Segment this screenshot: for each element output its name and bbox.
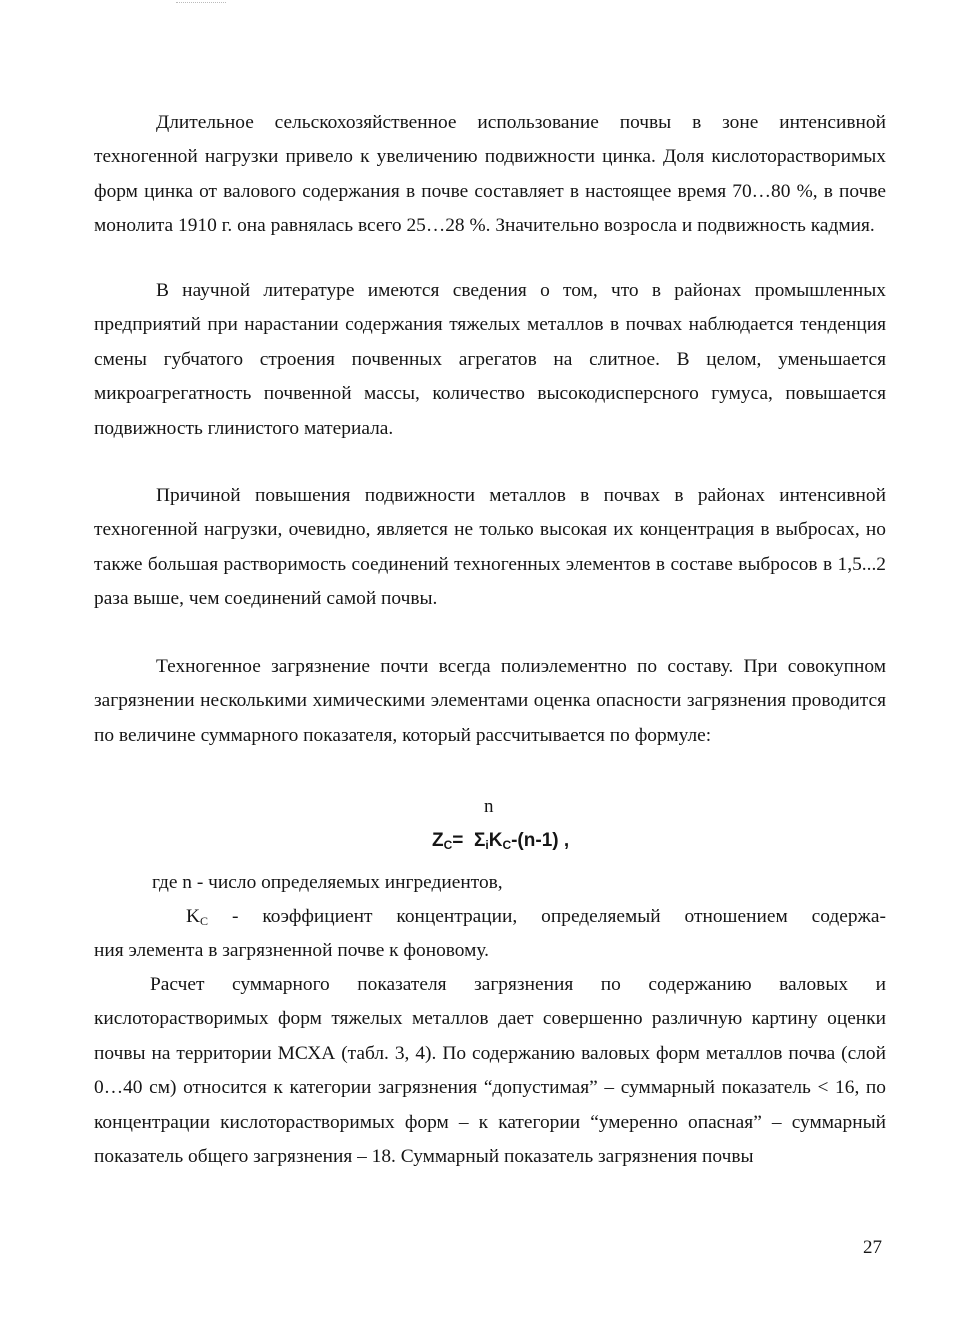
definition-n: где n - число определяемых ингредиентов, — [152, 872, 503, 893]
scan-artifact — [176, 2, 226, 6]
page-number: 27 — [863, 1237, 882, 1258]
paragraph-polyelement: Техногенное загрязнение почти всегда полиэлементно по составу. При совокупном загрязнении несколькими химическими элементами оценка опасности загрязнения проводится по величине суммарного показателя, который рассчитывается по формуле: — [94, 656, 886, 746]
definition-kc-continued: ния элемента в загрязненной почве к фоновому. — [94, 940, 489, 961]
formula-k-sub: C — [502, 838, 512, 852]
definition-kc — [186, 900, 886, 938]
formula-equals: = — [452, 830, 464, 851]
paragraph-mobility-cause: Причиной повышения подвижности металлов в почвах в районах интенсивной техногенной нагрузки, очевидно, является не только высокая их концентрация в выбросах, но также большая растворимость соединений техногенных элементов в составе выбросов в 1,5...2 раза выше, чем соединений самой почвы. — [94, 485, 886, 610]
formula — [432, 828, 569, 858]
formula-trailing: , — [558, 830, 570, 851]
formula-k: K — [488, 830, 503, 851]
formula-sigma-sub: i — [485, 838, 489, 852]
formula-lhs: Z — [432, 830, 444, 851]
paragraph-total-index: Расчет суммарного показателя загрязнения по содержанию валовых и кислоторастворимых форм тяжелых металлов дает совершенно различную картину оценки почвы на территории МСХА (табл. 3, 4). По содержанию валовых форм металлов почва (слой 0…40 см) относится к категории загрязнения “допустимая” – суммарный показатель < 16, по концентрации кислоторастворимых форм – к категории “умеренно опасная” – суммарный показатель общего загрязнения – 18. Суммарный показатель загрязнения почвы — [94, 974, 886, 1168]
definition-k-sub: C — [200, 914, 209, 928]
formula-upper-limit: n — [484, 796, 494, 817]
formula-sigma: Σ — [473, 830, 486, 851]
formula-lhs-sub: C — [443, 838, 453, 852]
paragraph-zinc-mobility: Длительное сельскохозяйственное использование почвы в зоне интенсивной техногенной нагрузки привело к увеличению подвижности цинка. Доля кислоторастворимых форм цинка от валового содержания в почве составляет в настоящее время 70…80 %, в почве монолита 1910 г. она равнялась всего 25…28 %. Значительно возросла и подвижность кадмия. — [94, 112, 886, 237]
definition-k-symbol: K — [186, 906, 201, 927]
definition-kc-text: - коэффициент концентрации, определяемый отношением содержа- — [208, 906, 886, 927]
paragraph-literature: В научной литературе имеются сведения о том, что в районах промышленных предприятий при нарастании содержания тяжелых металлов в почвах наблюдается тенденция смены губчатого строения почвенных агрегатов на слитное. В целом, уменьшается микроагрегатность почвенной массы, количество высокодисперсного гумуса, повышается подвижность глинистого материала. — [94, 280, 886, 439]
formula-rest: -(n-1) — [511, 830, 559, 851]
